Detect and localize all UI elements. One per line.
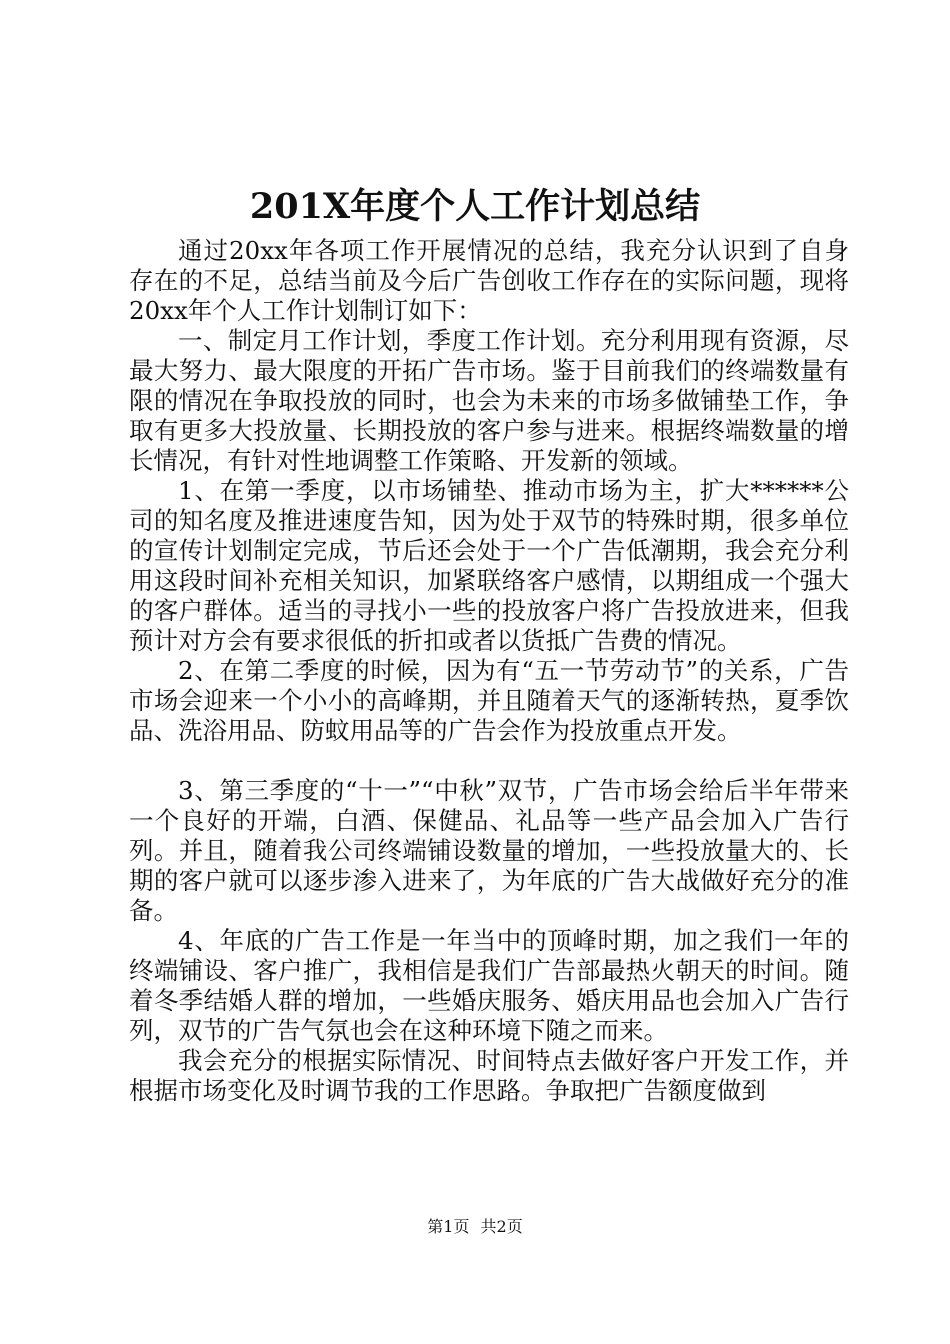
- document-body: [129, 236, 849, 1106]
- page-footer: [0, 1215, 950, 1239]
- paragraph-section-1: 一、制定月工作计划，季度工作计划。充分利用现有资源，尽最大努力、最大限度的开拓广告市场。鉴于目前我们的终端数量有限的情况在争取投放的同时，也会为未来的市场多做铺垫工作，争取有更多大投放量、长期投放的客户参与进来。根据终端数量的增长情况，有针对性地调整工作策略、开发新的领域。: [129, 326, 849, 475]
- paragraph-closing: 我会充分的根据实际情况、时间特点去做好客户开发工作，并根据市场变化及时调节我的工作思路。争取把广告额度做到: [129, 1046, 849, 1105]
- paragraph-q1: 1、在第一季度，以市场铺垫、推动市场为主，扩大******公司的知名度及推进速度告知，因为处于双节的特殊时期，很多单位的宣传计划制定完成，节后还会处于一个广告低潮期，我会充分利用这段时间补充相关知识，加紧联络客户感情，以期组成一个强大的客户群体。适当的寻找小一些的投放客户将广告投放进来，但我预计对方会有要求很低的折扣或者以货抵广告费的情况。: [129, 476, 849, 655]
- paragraph-q4: 4、年底的广告工作是一年当中的顶峰时期，加之我们一年的终端铺设、客户推广，我相信是我们广告部最热火朝天的时间。随着冬季结婚人群的增加，一些婚庆服务、婚庆用品也会加入广告行列，双节的广告气氛也会在这种环境下随之而来。: [129, 926, 849, 1045]
- document-title: 201X年度个人工作计划总结: [249, 186, 701, 227]
- page-number-current: 第1页: [427, 1217, 470, 1236]
- paragraph-q2: 2、在第二季度的时候，因为有“五一节劳动节”的关系，广告市场会迎来一个小小的高峰期，并且随着天气的逐渐转热，夏季饮品、洗浴用品、防蚊用品等的广告会作为投放重点开发。: [129, 656, 849, 745]
- page-number-total: 共2页: [480, 1217, 523, 1236]
- paragraph-intro: 通过20xx年各项工作开展情况的总结，我充分认识到了自身存在的不足，总结当前及今后广告创收工作存在的实际问题，现将20xx年个人工作计划制订如下：: [129, 236, 849, 325]
- paragraph-q3: 3、第三季度的“十一”“中秋”双节，广告市场会给后半年带来一个良好的开端，白酒、保健品、礼品等一些产品会加入广告行列。并且，随着我公司终端铺设数量的增加，一些投放量大的、长期的客户就可以逐步渗入进来了，为年底的广告大战做好充分的准备。: [129, 776, 849, 925]
